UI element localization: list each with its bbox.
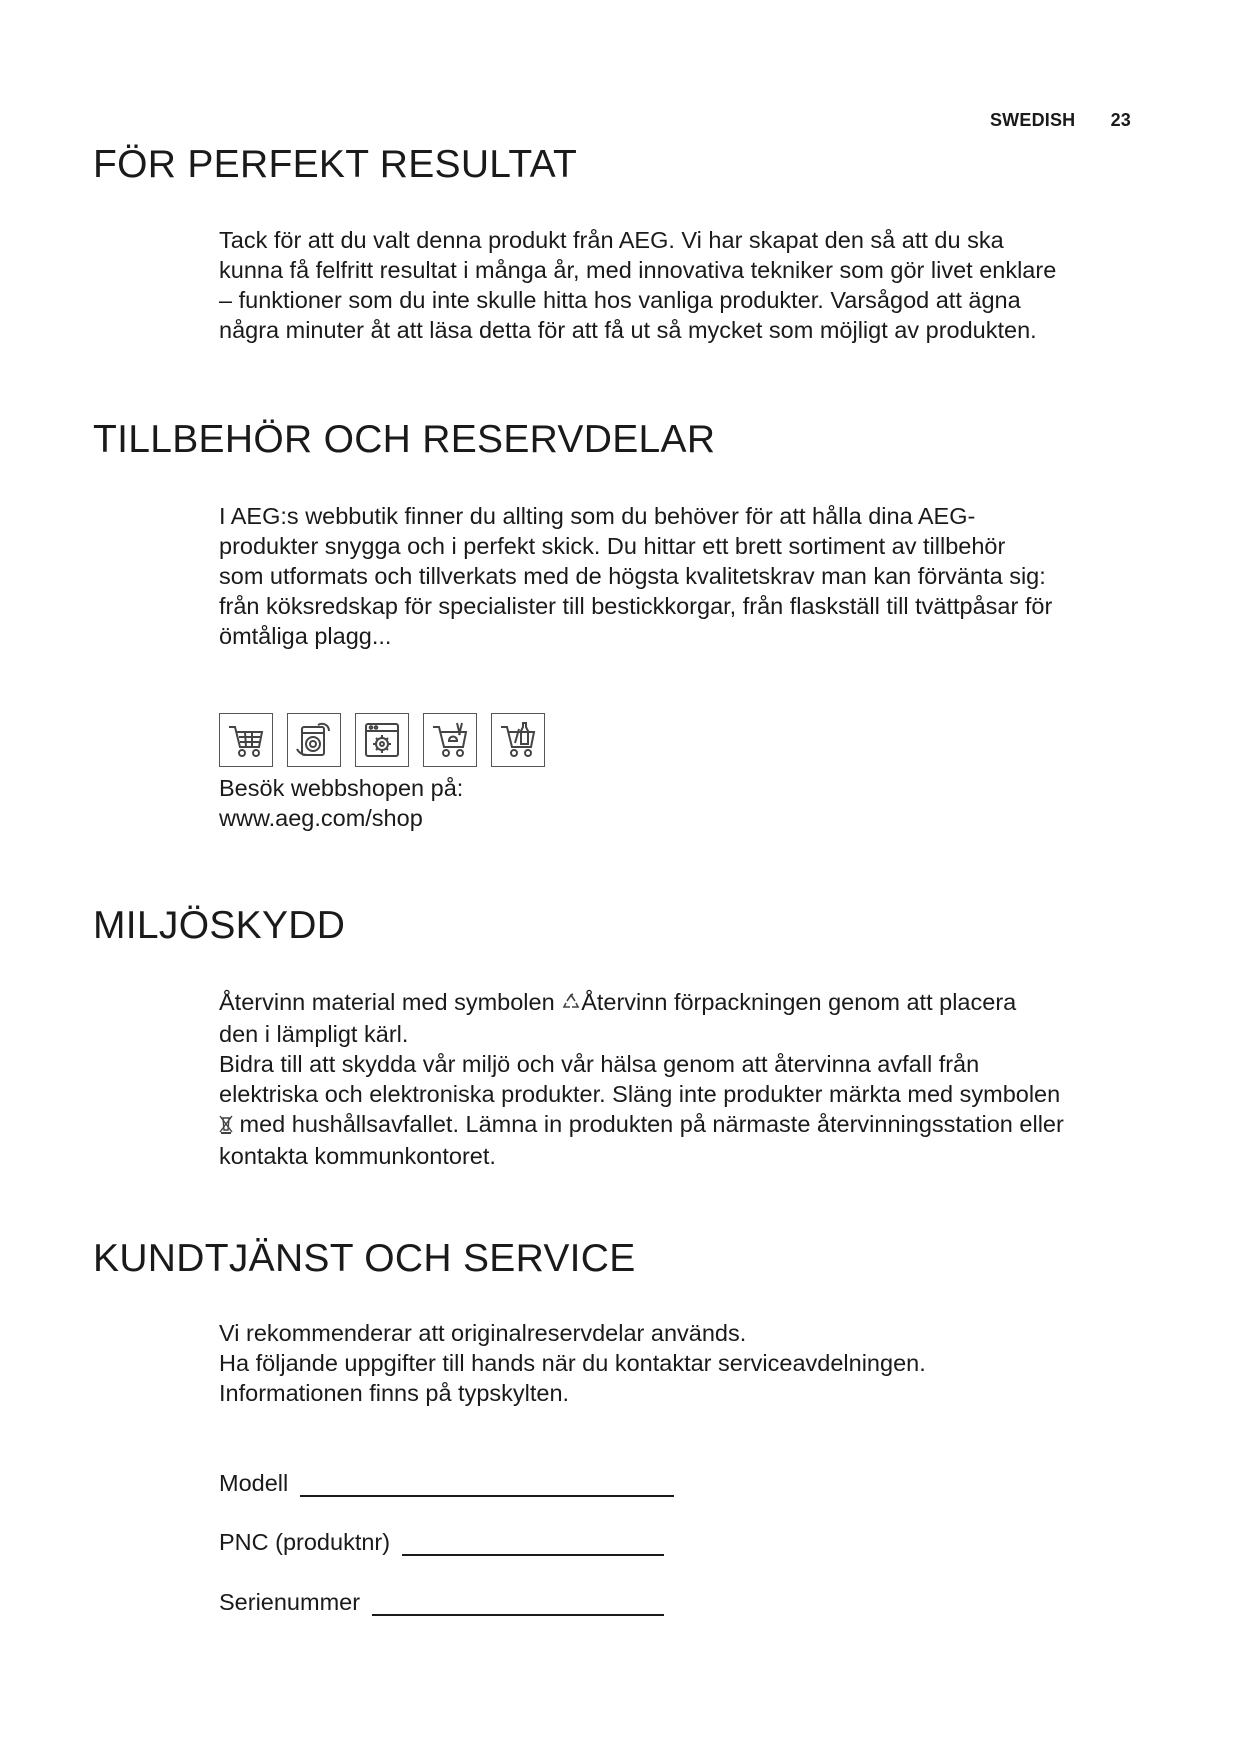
webshop-info (219, 773, 1139, 833)
result-paragraph (219, 225, 1139, 345)
text-line: Vi rekommenderar att originalreservdelar används. (219, 1320, 747, 1346)
recycle-icon (561, 989, 581, 1019)
text-line (219, 987, 1139, 1019)
pnc-label: PNC (produktnr) (219, 1529, 391, 1555)
washing-machine-icon (287, 713, 341, 767)
text-line: den i lämpligt kärl. (219, 1021, 409, 1047)
pnc-input-line[interactable] (402, 1528, 664, 1556)
text-segment: Återvinn material med symbolen (219, 989, 562, 1015)
model-field (219, 1469, 674, 1497)
section-title-environment: MILJÖSKYDD (93, 904, 346, 947)
serial-label: Serienummer (219, 1589, 361, 1615)
text-line: kontakta kommunkontoret. (219, 1143, 496, 1169)
accessories-paragraph (219, 501, 1139, 651)
crossed-bin-icon (219, 1111, 233, 1141)
serial-input-line[interactable] (372, 1588, 664, 1616)
cart-kitchen-icon (423, 713, 477, 767)
shopping-cart-icon (219, 713, 273, 767)
section-title-accessories: TILLBEHÖR OCH RESERVDELAR (93, 418, 716, 461)
text-line: Ha följande uppgifter till hands när du kontaktar serviceavdelningen. (219, 1350, 926, 1376)
text-line: som utformats och tillverkats med de högsta kvalitetskrav man kan förvänta sig: (219, 563, 1046, 589)
cart-bottle-icon (491, 713, 545, 767)
page-number: 23 (1110, 110, 1131, 130)
accessory-icon-row (219, 713, 545, 767)
text-line: ömtåliga plagg... (219, 623, 392, 649)
text-line: kunna få felfritt resultat i många år, med innovativa tekniker som gör livet enklare (219, 257, 1057, 283)
environment-paragraph (219, 987, 1139, 1171)
section-title-result: FÖR PERFEKT RESULTAT (93, 143, 578, 186)
text-line: Bidra till att skydda vår miljö och vår hälsa genom att återvinna avfall från (219, 1051, 980, 1077)
text-line: Tack för att du valt denna produkt från AEG. Vi har skapat den så att du ska (219, 227, 1004, 253)
model-label: Modell (219, 1470, 289, 1496)
webshop-link[interactable]: www.aeg.com/shop (219, 805, 423, 831)
text-segment: med hushållsavfallet. Lämna in produkten på närmaste återvinningsstation eller (233, 1111, 1064, 1137)
page-header (990, 110, 1131, 131)
service-paragraph (219, 1318, 1139, 1408)
model-input-line[interactable] (300, 1469, 674, 1497)
text-line: några minuter åt att läsa detta för att få ut så mycket som möjligt av produkten. (219, 317, 1037, 343)
section-title-service: KUNDTJÄNST OCH SERVICE (93, 1237, 636, 1280)
language-label: SWEDISH (989, 110, 1076, 130)
text-line (219, 1109, 1139, 1141)
text-line: Informationen finns på typskylten. (219, 1380, 570, 1406)
oven-gear-icon (355, 713, 409, 767)
serial-field (219, 1588, 664, 1616)
text-line: – funktioner som du inte skulle hitta hos vanliga produkter. Varsågod att ägna (219, 287, 1021, 313)
webshop-label: Besök webbshopen på: (219, 775, 464, 801)
text-line: produkter snygga och i perfekt skick. Du hittar ett brett sortiment av tillbehör (219, 533, 1006, 559)
pnc-field (219, 1528, 664, 1556)
text-line: elektriska och elektroniska produkter. Släng inte produkter märkta med symbolen (219, 1081, 1061, 1107)
text-line: I AEG:s webbutik finner du allting som du behöver för att hålla dina AEG- (219, 503, 976, 529)
text-line: från köksredskap för specialister till bestickkorgar, från flaskställ till tvättpåsar för (219, 593, 1053, 619)
text-segment: Återvinn förpackningen genom att placera (581, 989, 1017, 1015)
